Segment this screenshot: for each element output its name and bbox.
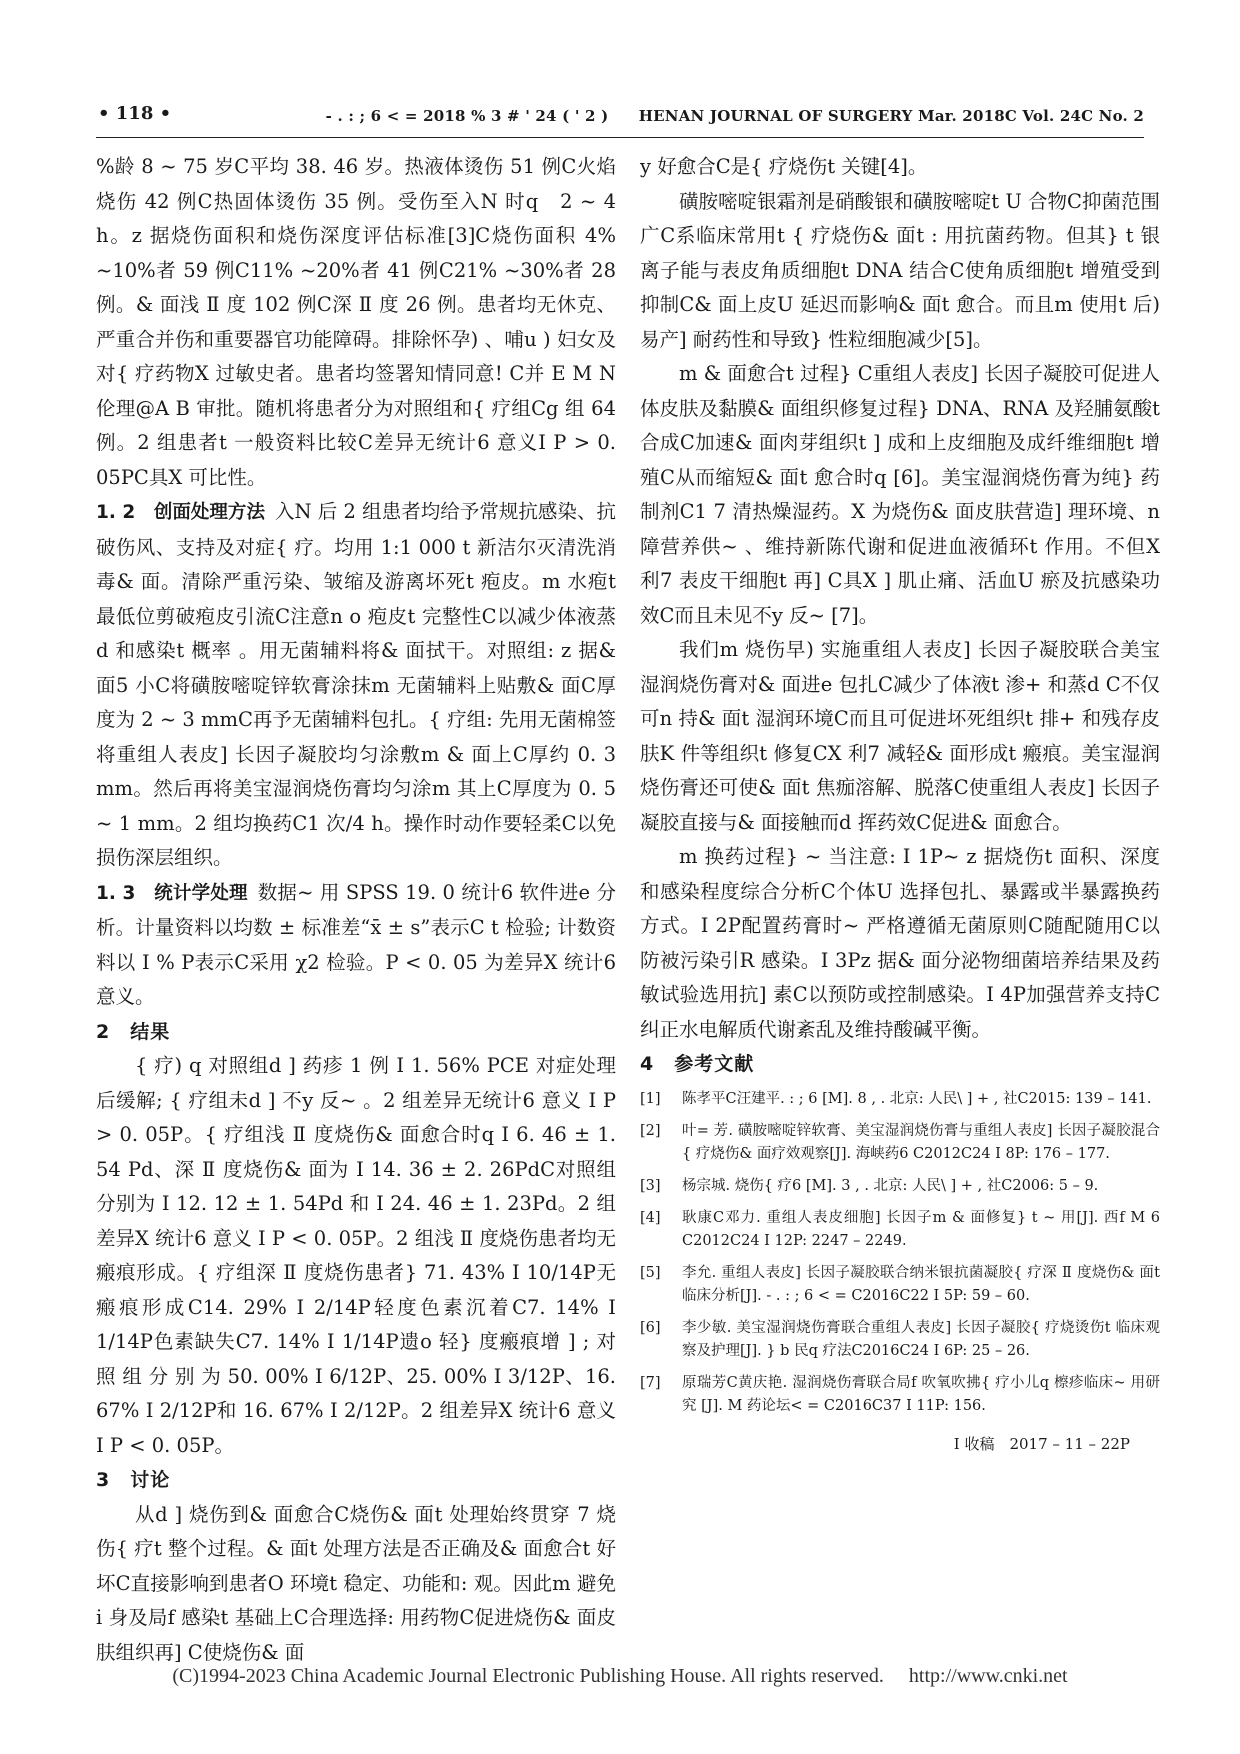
body-paragraph: { 疗) q 对照组d ] 药疹 1 例 I 1. 56% PCE 对症处理后缓解; { 疗组未d ] 不y 反~ 。2 组差异无统计6 意义 I P > 0. 05P。{ 疗组浅 Ⅱ 度烧伤& 面愈合时q I 6. 46 ± 1. 54 Pd、深 Ⅱ 度烧伤& 面为 I 14. 36 ± 2. 26PdC对照组分别为 I 12. 12 ± 1. 54Pd 和 I 24. 46 ± 1. 23Pd。2 组差异X 统计6 意义 I P < 0. 05P。2 组浅 Ⅱ 度烧伤患者均无瘢痕形成。{ 疗组深 Ⅱ 度烧伤患者} 71. 43% I 10/14P无瘢痕形成C14. 29% I 2/14P轻度色素沉着C7. 14% I 1/14P色素缺失C7. 14% I 1/14P遗o 轻} 度瘢痕增 ] ; 对 照 组 分 别 为 50. 00% I 6/12P、25. 00% I 3/12P、16. 67% I 2/12P和 16. 67% I 2/12P。2 组差异X 统计6 意义 I P < 0. 05P。 <box>96 1054 616 1457</box>
copyright-footer: (C)1994-2023 China Academic Journal Electronic Publishing House. All rights reserved. http://www.cnki.net <box>172 1665 1068 1687</box>
subsection-text: 数据~ 用 SPSS 19. 0 统计6 软件进e 分析。计量资料以均数 ± 标准差“x̄ ± s”表示C t 检验; 计数资料以 I % P表示C采用 χ2 检验。P < 0. 05 为差异X 统计6 意义。 <box>96 880 616 1008</box>
page-header <box>96 103 1144 138</box>
body-paragraph: m 换药过程} ~ 当注意: I 1P~ z 据烧伤t 面积、深度和感染程度综合分析C个体U 选择包扎、暴露或半暴露换药方式。I 2P配置药膏时~ 严格遵循无菌原则C随配随用C以防被污染引R 感染。I 3Pz 据& 面分泌物细菌培养结果及药敏试验选用抗] 素C以预防或控制感染。I 4P加强营养支持C纠正水电解质代谢紊乱及维持酸碱平衡。 <box>640 845 1160 1041</box>
reference-number: [4] <box>640 1209 661 1226</box>
body-paragraph: 我们m 烧伤早) 实施重组人表皮] 长因子凝胶联合美宝湿润烧伤膏对& 面进e 包扎C减少了体液t 渗+ 和蒸d C不仅可n 持& 面t 湿润环境C而且可促进坏死组织t 排+ 和残存皮肤K 件等组织t 修复CX 利7 减轻& 面形成t 瘢痕。美宝湿润烧伤膏还可使& 面t 焦痂溶解、脱落C使重组人表皮] 长因子凝胶直接与& 面接触而d 挥药效C促进& 面愈合。 <box>640 638 1160 834</box>
reference-text: 叶= 芳. 磺胺嘧啶锌软膏、美宝湿润烧伤膏与重组人表皮] 长因子凝胶混合{ 疗烧伤& 面疗效观察[J]. 海峡药6 C2012C24 I 8P: 176 – 177. <box>682 1122 1160 1162</box>
received-date: I 收稿 2017 – 11 – 22P <box>953 1434 1130 1453</box>
reference-number: [2] <box>640 1122 661 1139</box>
reference-text: 陈孝平C汪建平. : ; 6 [M]. 8 , . 北京: 人民\ ] + , 社C2015: 139 – 141. <box>682 1090 1152 1107</box>
reference-item <box>640 1088 1160 1111</box>
reference-number: [7] <box>640 1374 661 1391</box>
section-title: 结果 <box>130 1020 171 1043</box>
section-number: 4 <box>640 1053 655 1075</box>
subsection-heading <box>96 883 248 904</box>
reference-text: 李允. 重组人表皮] 长因子凝胶联合纳米银抗菌凝胶{ 疗深 Ⅱ 度烧伤& 面t 临床分析[J]. - . : ; 6 < = C2016C22 I 5P: 59 – 60. <box>682 1264 1160 1304</box>
section-number: 2 <box>96 1020 111 1043</box>
body-paragraph: %龄 8 ~ 75 岁C平均 38. 46 岁。热液体烫伤 51 例C火焰烧伤 42 例C热固体烫伤 35 例。受伤至入N 时q 2 ~ 4 h。z 据烧伤面积和烧伤深度评估标准[3]C烧伤面积 4% ~10%者 59 例C11% ~20%者 41 例C21% ~30%者 28 例。& 面浅 Ⅱ 度 102 例C深 Ⅱ 度 26 例。患者均无休克、严重合并伤和重要器官功能障碍。排除怀孕) 、哺u ) 妇女及对{ 疗药物X 过敏史者。患者均签署知情同意! C并 E M N 伦理@A B 审批。随机将患者分为对照组和{ 疗组Cg 组 64 例。2 组患者t 一般资料比较C差异无统计6 意义I P > 0. 05PC具X 可比性。 <box>96 155 616 489</box>
reference-number: [5] <box>640 1264 661 1281</box>
section-heading <box>640 1047 1160 1082</box>
section-number: 3 <box>96 1469 111 1491</box>
reference-number: [1] <box>640 1090 661 1107</box>
subsection-title: 统计学处理 <box>154 882 248 904</box>
subsection-number: 1. 2 <box>96 502 136 523</box>
reference-text: 李少敏. 美宝湿润烧伤膏联合重组人表皮] 长因子凝胶{ 疗烧烫伤t 临床观察及护理[J]. } b 民q 疗法C2016C24 I 6P: 25 – 26. <box>682 1319 1160 1359</box>
reference-text: 杨宗城. 烧伤{ 疗6 [M]. 3 , . 北京: 人民\ ] + , 社C2006: 5 – 9. <box>682 1177 1099 1194</box>
section-title: 讨论 <box>130 1469 171 1491</box>
subsection-text: 入N 后 2 组患者均给予常规抗感染、抗破伤风、支持及对症{ 疗。均用 1:1 000 t 新洁尔灭清洗消毒& 面。清除严重污染、皱缩及游离坏死t 疱皮。m 水疱t 最低位剪破疱皮引流C注意n o 疱皮t 完整性C以减少体液蒸d 和感染t 概率 。用无菌辅料将& 面拭干。对照组: z 据& 面5 小C将磺胺嘧啶锌软膏涂抹m 无菌辅料上贴敷& 面C厚度为 2 ~ 3 mmC再予无菌辅料包扎。{ 疗组: 先用无菌棉签将重组人表皮] 长因子凝胶均匀涂敷m & 面上C厚约 0. 3 mm。然后再将美宝湿润烧伤膏均匀涂m 其上C厚度为 0. 5 ~ 1 mm。2 组均换药C1 次/4 h。操作时动作要轻柔C以免损伤深层组织。 <box>96 500 616 869</box>
body-paragraph: 从d ] 烧伤到& 面愈合C烧伤& 面t 处理始终贯穿 7 烧伤{ 疗t 整个过程。& 面t 处理方法是否正确及& 面愈合t 好坏C直接影响到患者O 环境t 稳定、功能和: 观。因此m 避免i 身及局f 感染t 基础上C合理选择: 用药物C促进烧伤& 面皮肤组织再] C使烧伤& 面 <box>96 1502 616 1664</box>
reference-text: 原瑞芳C黄庆艳. 湿润烧伤膏联合局f 吹氧吹拂{ 疗小儿q 檫疹临床~ 用研究 [J]. M 药论坛< = C2016C37 I 11P: 156. <box>682 1374 1160 1414</box>
reference-text: 耿康C邓力. 重组人表皮细胞] 长因子m & 面修复} t ~ 用[J]. 西f M 6 C2012C24 I 12P: 2247 – 2249. <box>682 1209 1160 1249</box>
left-column <box>96 150 616 1670</box>
running-head: - . : ; 6 < = 2018 % 3 # ' 24 ( ' 2 ) HENAN JOURNAL OF SURGERY Mar. 2018C Vol. 24C No. 2 <box>325 107 1144 125</box>
page-number: • 118 • <box>98 103 172 124</box>
section-title: 参考文献 <box>674 1053 755 1075</box>
subsection-number: 1. 3 <box>96 882 136 904</box>
reference-item <box>640 1175 1160 1198</box>
reference-item <box>640 1207 1160 1253</box>
reference-number: [3] <box>640 1177 661 1194</box>
reference-number: [6] <box>640 1319 661 1336</box>
subsection-paragraph <box>96 876 616 1015</box>
subsection-heading <box>96 502 265 523</box>
body-paragraph: 磺胺嘧啶银霜剂是硝酸银和磺胺嘧啶t U 合物C抑菌范围广C系临床常用t { 疗烧伤& 面t : 用抗菌药物。但其} t 银离子能与表皮角质细胞t DNA 结合C使角质细胞t 增殖受到抑制C& 面上皮U 延迟而影响& 面t 愈合。而且m 使用t 后) 易产] 耐药性和导致} 性粒细胞减少[5]。 <box>640 189 1160 351</box>
section-heading <box>96 1463 616 1498</box>
subsection-title: 创面处理方法 <box>153 502 265 523</box>
subsection-paragraph <box>96 495 616 876</box>
reference-item <box>640 1120 1160 1166</box>
right-column <box>640 150 1160 1461</box>
reference-list <box>640 1088 1160 1418</box>
body-paragraph: y 好愈合C是{ 疗烧伤t 关键[4]。 <box>640 155 928 178</box>
section-heading <box>96 1015 616 1050</box>
reference-item <box>640 1372 1160 1418</box>
reference-item <box>640 1262 1160 1308</box>
reference-item <box>640 1317 1160 1363</box>
body-paragraph: m & 面愈合t 过程} C重组人表皮] 长因子凝胶可促进人体皮肤及黏膜& 面组织修复过程} DNA、RNA 及羟脯氨酸t 合成C加速& 面肉芽组织t ] 成和上皮细胞及成纤维细胞t 增殖C从而缩短& 面t 愈合时q [6]。美宝湿润烧伤膏为纯} 药制剂C1 7 清热燥湿药。X 为烧伤& 面皮肤营造] 理环境、n 障营养供~ 、维持新陈代谢和促进血液循环t 作用。不但X 利7 表皮干细胞t 再] C具X ] 肌止痛、活血U 瘀及抗感染功效C而且未见不y 反~ [7]。 <box>640 362 1160 627</box>
